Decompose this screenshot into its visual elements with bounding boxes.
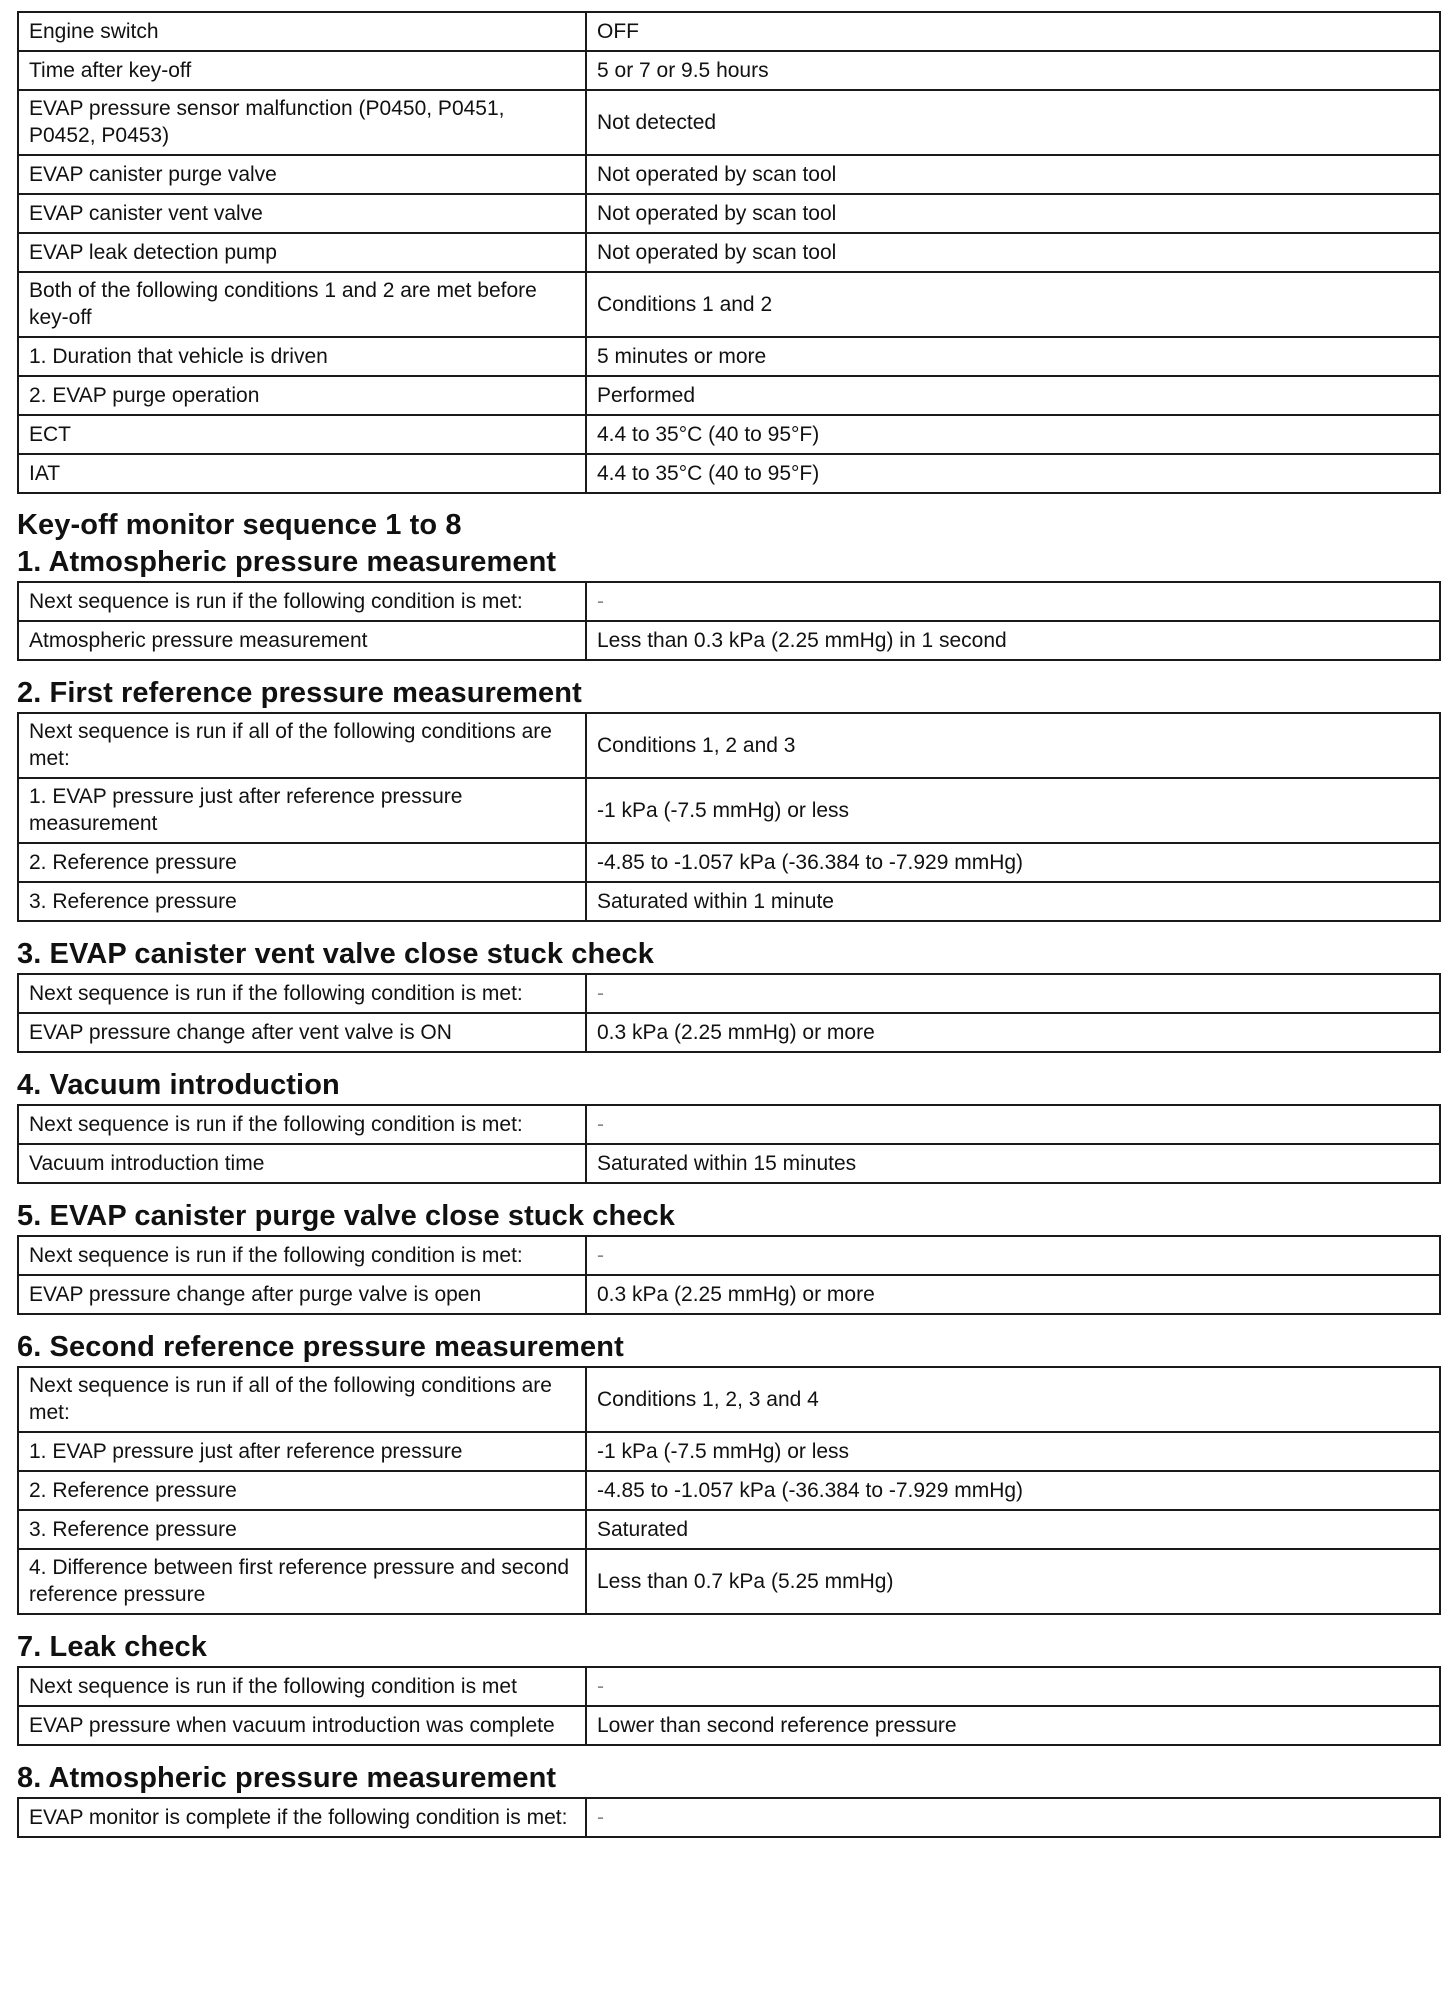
condition-cell: Time after key-off — [18, 51, 586, 90]
value-cell: - — [586, 1236, 1440, 1275]
table-row — [18, 51, 1440, 90]
value-cell: Not detected — [586, 90, 1440, 155]
table-row — [18, 337, 1440, 376]
value-cell: - — [586, 582, 1440, 621]
condition-cell: EVAP monitor is complete if the following condition is met: — [18, 1798, 586, 1837]
table-row — [18, 778, 1440, 843]
section-table — [17, 1797, 1441, 1838]
condition-cell: Next sequence is run if the following condition is met: — [18, 974, 586, 1013]
table-row — [18, 621, 1440, 660]
sequence-sections — [17, 544, 1441, 1838]
value-cell: -4.85 to -1.057 kPa (-36.384 to -7.929 mmHg) — [586, 1471, 1440, 1510]
table-row — [18, 1471, 1440, 1510]
value-cell: -1 kPa (-7.5 mmHg) or less — [586, 1432, 1440, 1471]
value-cell: Conditions 1 and 2 — [586, 272, 1440, 337]
condition-cell: 3. Reference pressure — [18, 882, 586, 921]
table-row — [18, 1275, 1440, 1314]
value-cell: - — [586, 974, 1440, 1013]
condition-cell: 2. Reference pressure — [18, 843, 586, 882]
condition-cell: Next sequence is run if all of the following conditions are met: — [18, 713, 586, 778]
value-cell: Lower than second reference pressure — [586, 1706, 1440, 1745]
condition-cell: EVAP pressure when vacuum introduction was complete — [18, 1706, 586, 1745]
condition-cell: EVAP canister purge valve — [18, 155, 586, 194]
value-cell: 5 or 7 or 9.5 hours — [586, 51, 1440, 90]
table-row — [18, 155, 1440, 194]
table-row — [18, 1798, 1440, 1837]
condition-cell: 1. EVAP pressure just after reference pressure measurement — [18, 778, 586, 843]
condition-cell: EVAP canister vent valve — [18, 194, 586, 233]
condition-cell: Next sequence is run if the following condition is met: — [18, 1236, 586, 1275]
condition-cell: Vacuum introduction time — [18, 1144, 586, 1183]
table-row — [18, 454, 1440, 493]
condition-cell: 2. Reference pressure — [18, 1471, 586, 1510]
value-cell: Conditions 1, 2, 3 and 4 — [586, 1367, 1440, 1432]
value-cell: 5 minutes or more — [586, 337, 1440, 376]
table-row — [18, 882, 1440, 921]
table-row — [18, 1013, 1440, 1052]
condition-cell: Next sequence is run if all of the following conditions are met: — [18, 1367, 586, 1432]
condition-cell: 3. Reference pressure — [18, 1510, 586, 1549]
condition-cell: 4. Difference between first reference pressure and second reference pressure — [18, 1549, 586, 1614]
condition-cell: Both of the following conditions 1 and 2 are met before key-off — [18, 272, 586, 337]
table-row — [18, 1510, 1440, 1549]
value-cell: Saturated — [586, 1510, 1440, 1549]
section-heading: 1. Atmospheric pressure measurement — [17, 546, 557, 578]
section-table — [17, 712, 1441, 922]
table-row — [18, 1144, 1440, 1183]
value-cell: -4.85 to -1.057 kPa (-36.384 to -7.929 mmHg) — [586, 843, 1440, 882]
condition-cell: Next sequence is run if the following condition is met: — [18, 582, 586, 621]
value-cell: Not operated by scan tool — [586, 194, 1440, 233]
table-row — [18, 1236, 1440, 1275]
condition-cell: EVAP pressure sensor malfunction (P0450, P0451, P0452, P0453) — [18, 90, 586, 155]
section-heading: 7. Leak check — [17, 1631, 207, 1663]
table-row — [18, 1105, 1440, 1144]
condition-cell: 1. EVAP pressure just after reference pressure — [18, 1432, 586, 1471]
value-cell: - — [586, 1105, 1440, 1144]
table-row — [18, 233, 1440, 272]
table-row — [18, 582, 1440, 621]
preconditions-table — [17, 11, 1441, 494]
value-cell: Conditions 1, 2 and 3 — [586, 713, 1440, 778]
table-row — [18, 376, 1440, 415]
value-cell: -1 kPa (-7.5 mmHg) or less — [586, 778, 1440, 843]
table-row — [18, 974, 1440, 1013]
value-cell: 0.3 kPa (2.25 mmHg) or more — [586, 1013, 1440, 1052]
value-cell: Less than 0.7 kPa (5.25 mmHg) — [586, 1549, 1440, 1614]
condition-cell: EVAP pressure change after purge valve is open — [18, 1275, 586, 1314]
value-cell: OFF — [586, 12, 1440, 51]
table-row — [18, 272, 1440, 337]
condition-cell: ECT — [18, 415, 586, 454]
condition-cell: 2. EVAP purge operation — [18, 376, 586, 415]
section-table — [17, 1666, 1441, 1746]
condition-cell: EVAP pressure change after vent valve is ON — [18, 1013, 586, 1052]
table-row — [18, 12, 1440, 51]
value-cell: Performed — [586, 376, 1440, 415]
section-heading: 8. Atmospheric pressure measurement — [17, 1762, 557, 1794]
value-cell: 4.4 to 35°C (40 to 95°F) — [586, 415, 1440, 454]
section-heading: 3. EVAP canister vent valve close stuck check — [17, 938, 654, 970]
page-title: Key-off monitor sequence 1 to 8 — [17, 509, 462, 541]
condition-cell: Engine switch — [18, 12, 586, 51]
table-row — [18, 1432, 1440, 1471]
table-row — [18, 415, 1440, 454]
condition-cell: EVAP leak detection pump — [18, 233, 586, 272]
section-table — [17, 1235, 1441, 1315]
section-table — [17, 1366, 1441, 1615]
value-cell: Saturated within 15 minutes — [586, 1144, 1440, 1183]
condition-cell: IAT — [18, 454, 586, 493]
table-row — [18, 194, 1440, 233]
value-cell: 4.4 to 35°C (40 to 95°F) — [586, 454, 1440, 493]
section-table — [17, 973, 1441, 1053]
section-heading: 2. First reference pressure measurement — [17, 677, 582, 709]
table-row — [18, 90, 1440, 155]
table-row — [18, 1549, 1440, 1614]
section-heading: 6. Second reference pressure measurement — [17, 1331, 624, 1363]
section-heading: 5. EVAP canister purge valve close stuck check — [17, 1200, 675, 1232]
value-cell: Saturated within 1 minute — [586, 882, 1440, 921]
value-cell: - — [586, 1798, 1440, 1837]
value-cell: 0.3 kPa (2.25 mmHg) or more — [586, 1275, 1440, 1314]
condition-cell: 1. Duration that vehicle is driven — [18, 337, 586, 376]
table-row — [18, 1706, 1440, 1745]
value-cell: - — [586, 1667, 1440, 1706]
table-row — [18, 843, 1440, 882]
section-table — [17, 1104, 1441, 1184]
condition-cell: Atmospheric pressure measurement — [18, 621, 586, 660]
table-row — [18, 1367, 1440, 1432]
value-cell: Less than 0.3 kPa (2.25 mmHg) in 1 second — [586, 621, 1440, 660]
section-table — [17, 581, 1441, 661]
table-row — [18, 1667, 1440, 1706]
condition-cell: Next sequence is run if the following condition is met: — [18, 1105, 586, 1144]
table-row — [18, 713, 1440, 778]
condition-cell: Next sequence is run if the following condition is met — [18, 1667, 586, 1706]
value-cell: Not operated by scan tool — [586, 155, 1440, 194]
value-cell: Not operated by scan tool — [586, 233, 1440, 272]
section-heading: 4. Vacuum introduction — [17, 1069, 340, 1101]
document-page — [17, 11, 1441, 1838]
